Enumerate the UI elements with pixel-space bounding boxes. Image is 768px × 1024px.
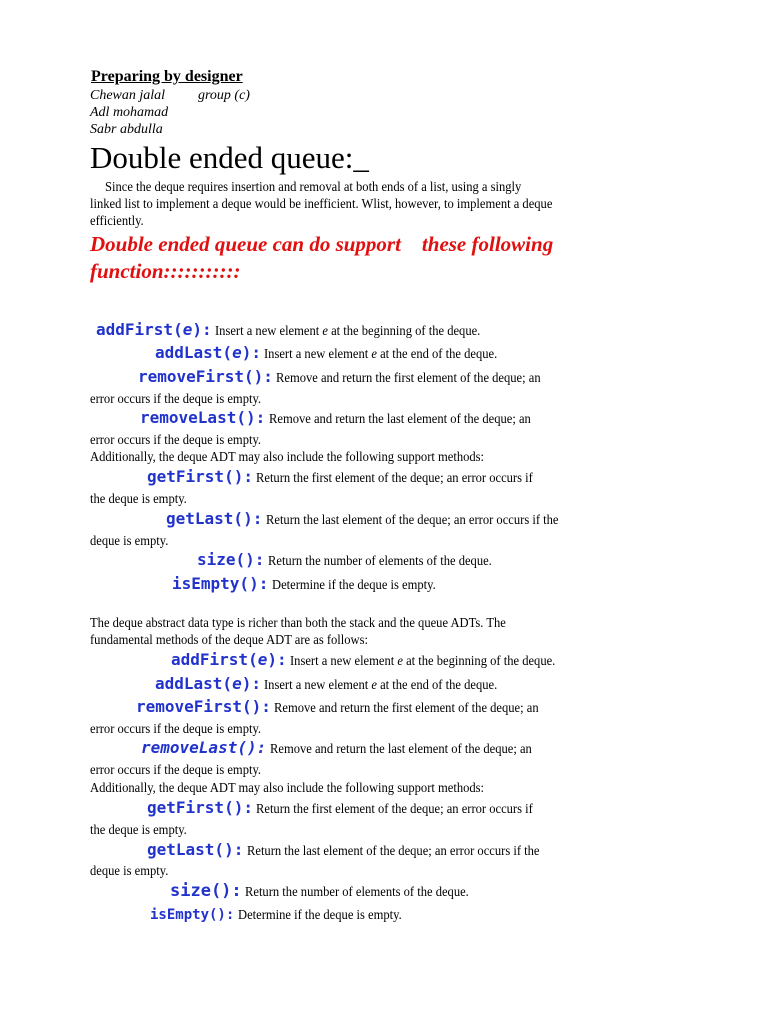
method-name: addLast( <box>155 674 233 693</box>
section2-intro-line: The deque abstract data type is richer than both the stack and the queue ADTs. The <box>90 615 506 630</box>
method-continuation: error occurs if the deque is empty. <box>90 762 262 777</box>
method-name: addFirst( <box>171 650 258 669</box>
intro-line: linked list to implement a deque would be inefficient. Wlist, however, to implement a deque <box>90 196 553 211</box>
method-description: Remove and return the first element of the deque; an <box>276 370 541 385</box>
method-description: Insert a new element e at the end of the deque. <box>264 677 498 692</box>
method-name: addFirst( <box>96 320 183 339</box>
method-name: getLast(): <box>166 509 263 528</box>
method-param: e <box>257 650 268 669</box>
method-description: Return the number of elements of the deque. <box>245 884 469 899</box>
method-param: e <box>232 343 242 362</box>
method-continuation: error occurs if the deque is empty. <box>90 721 262 736</box>
method-description: Determine if the deque is empty. <box>271 577 436 592</box>
method-removelast <box>140 408 550 429</box>
method-name: size(): <box>197 550 265 569</box>
method-description: Return the last element of the deque; an error occurs if the <box>246 843 540 858</box>
section2-intro-line: fundamental methods of the deque ADT are as follows: <box>90 632 369 647</box>
intro-line: efficiently. <box>90 213 144 228</box>
method-addlast <box>155 674 515 695</box>
method-size <box>170 881 486 902</box>
method-name: isEmpty(): <box>150 907 235 923</box>
additional-methods-text: Additionally, the deque ADT may also include the following support methods: <box>90 780 485 795</box>
method-isempty <box>150 905 414 925</box>
author-name: Sabr abdulla <box>90 122 163 137</box>
method-name: removeLast(): <box>140 408 266 427</box>
method-description: Insert a new element e at the end of the deque. <box>264 346 498 361</box>
method-continuation: the deque is empty. <box>90 822 187 837</box>
method-name: size(): <box>170 881 242 901</box>
method-name: removeLast(): <box>141 738 267 757</box>
method-close: ): <box>241 674 261 693</box>
group-label: group (c) <box>198 88 250 103</box>
support-heading: Double ended queue can do support these following <box>90 232 554 256</box>
prepared-by-heading: Preparing by designer <box>91 68 243 85</box>
method-removefirst <box>136 697 559 718</box>
method-continuation: deque is empty. <box>90 533 169 548</box>
method-continuation: error occurs if the deque is empty. <box>90 432 262 447</box>
method-description: Remove and return the first element of the deque; an <box>274 700 539 715</box>
author-name: Chewan jalal <box>90 88 166 103</box>
method-close: ): <box>267 650 287 669</box>
method-getlast <box>147 840 561 861</box>
method-close: ): <box>192 320 212 339</box>
method-getfirst <box>147 798 554 819</box>
method-description: Return the first element of the deque; an error occurs if <box>256 470 534 485</box>
method-param: e <box>232 674 242 693</box>
method-name: getFirst(): <box>147 467 253 486</box>
support-heading: function::::::::::: <box>90 259 241 283</box>
method-name: isEmpty(): <box>172 574 269 593</box>
method-name: getFirst(): <box>147 798 253 817</box>
intro-line: Since the deque requires insertion and removal at both ends of a list, using a singly <box>105 179 522 194</box>
method-addfirst <box>96 320 500 341</box>
method-addfirst <box>171 650 575 671</box>
method-description: Return the number of elements of the deque. <box>267 553 492 568</box>
method-description: Insert a new element e at the beginning of the deque. <box>214 323 481 338</box>
method-continuation: the deque is empty. <box>90 491 187 506</box>
method-param: e <box>182 320 193 339</box>
method-getfirst <box>147 467 554 488</box>
method-getlast <box>166 509 580 530</box>
method-name: removeFirst(): <box>138 367 273 386</box>
additional-methods-text: Additionally, the deque ADT may also include the following support methods: <box>90 449 485 464</box>
method-continuation: deque is empty. <box>90 863 169 878</box>
method-description: Determine if the deque is empty. <box>237 907 402 922</box>
method-description: Return the first element of the deque; an error occurs if <box>256 801 534 816</box>
method-name: removeFirst(): <box>136 697 271 716</box>
method-name: getLast(): <box>147 840 244 859</box>
method-removelast <box>141 738 551 759</box>
method-removefirst <box>138 367 561 388</box>
method-name: addLast( <box>155 343 233 362</box>
method-addlast <box>155 343 515 364</box>
method-size <box>197 550 509 571</box>
method-description: Remove and return the last element of the deque; an <box>269 741 532 756</box>
method-description: Return the last element of the deque; an error occurs if the <box>265 512 559 527</box>
document-title: Double ended queue:_ <box>90 140 369 175</box>
method-close: ): <box>241 343 261 362</box>
method-description: Remove and return the last element of the deque; an <box>268 411 531 426</box>
method-description: Insert a new element e at the beginning of the deque. <box>289 653 556 668</box>
method-continuation: error occurs if the deque is empty. <box>90 391 262 406</box>
author-name: Adl mohamad <box>90 105 169 120</box>
method-isempty <box>172 574 448 595</box>
